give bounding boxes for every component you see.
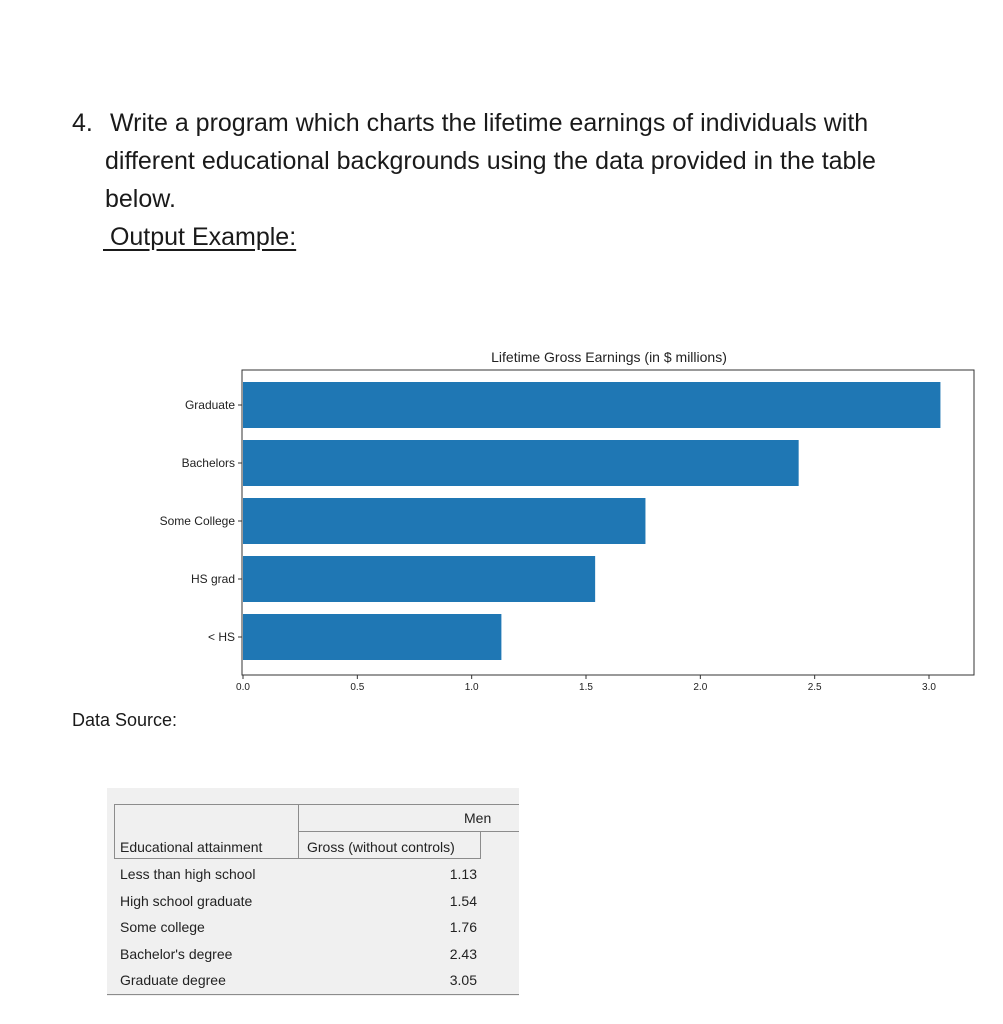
y-tick-label: Some College bbox=[159, 514, 235, 528]
table-col-header-attainment: Educational attainment bbox=[120, 839, 263, 855]
table-row-value: 1.54 bbox=[449, 892, 477, 909]
y-tick-label: Graduate bbox=[184, 398, 235, 412]
table-divider bbox=[298, 858, 480, 859]
x-tick-label: 2.5 bbox=[807, 682, 822, 693]
bar-hs-grad bbox=[243, 556, 595, 602]
x-tick-label: 0.0 bbox=[236, 682, 250, 693]
table-divider bbox=[480, 831, 481, 859]
x-tick-label: 2.0 bbox=[693, 682, 708, 693]
bar-hs bbox=[243, 614, 501, 660]
earnings-bar-chart bbox=[0, 330, 1003, 700]
y-tick-label: HS grad bbox=[190, 572, 235, 586]
table-divider bbox=[114, 858, 298, 859]
chart-title: Lifetime Gross Earnings (in $ millions) bbox=[491, 349, 727, 365]
table-row-value: 1.76 bbox=[449, 919, 477, 935]
x-tick-label: 1.0 bbox=[464, 682, 479, 693]
table-row-label: High school graduate bbox=[120, 892, 253, 909]
x-tick-label: 0.5 bbox=[350, 682, 365, 693]
table-group-header: Men bbox=[464, 810, 492, 826]
table-row-label: Graduate degree bbox=[120, 972, 226, 988]
table-row-label: Some college bbox=[120, 919, 205, 935]
table-col-header-gross: Gross (without controls) bbox=[307, 839, 455, 855]
table-row-label: Less than high school bbox=[120, 866, 256, 882]
y-tick-label: Bachelors bbox=[181, 456, 235, 470]
table-row-value: 2.43 bbox=[449, 945, 477, 962]
bar-graduate bbox=[243, 382, 940, 428]
question-number: 4. bbox=[72, 109, 93, 137]
x-tick-label: 1.5 bbox=[579, 682, 593, 693]
source-data-table bbox=[107, 788, 519, 996]
data-source-label: Data Source: bbox=[72, 710, 178, 730]
question-line-3: below. bbox=[105, 185, 176, 213]
question-line-2: different educational backgrounds using the data provided in the table bbox=[105, 147, 876, 175]
output-example-label: Output Example: bbox=[103, 223, 297, 251]
x-tick-label: 3.0 bbox=[922, 682, 936, 693]
y-tick-label: < HS bbox=[207, 630, 235, 644]
table-row-value: 3.05 bbox=[449, 972, 477, 988]
bar-some-college bbox=[243, 498, 645, 544]
table-divider bbox=[298, 831, 519, 832]
question-line-1: Write a program which charts the lifetime earnings of individuals with bbox=[110, 109, 869, 137]
table-row-label: Bachelor's degree bbox=[120, 945, 233, 962]
table-row-value: 1.13 bbox=[449, 866, 477, 882]
table-bottom-rule bbox=[107, 994, 519, 995]
bar-bachelors bbox=[243, 440, 799, 486]
